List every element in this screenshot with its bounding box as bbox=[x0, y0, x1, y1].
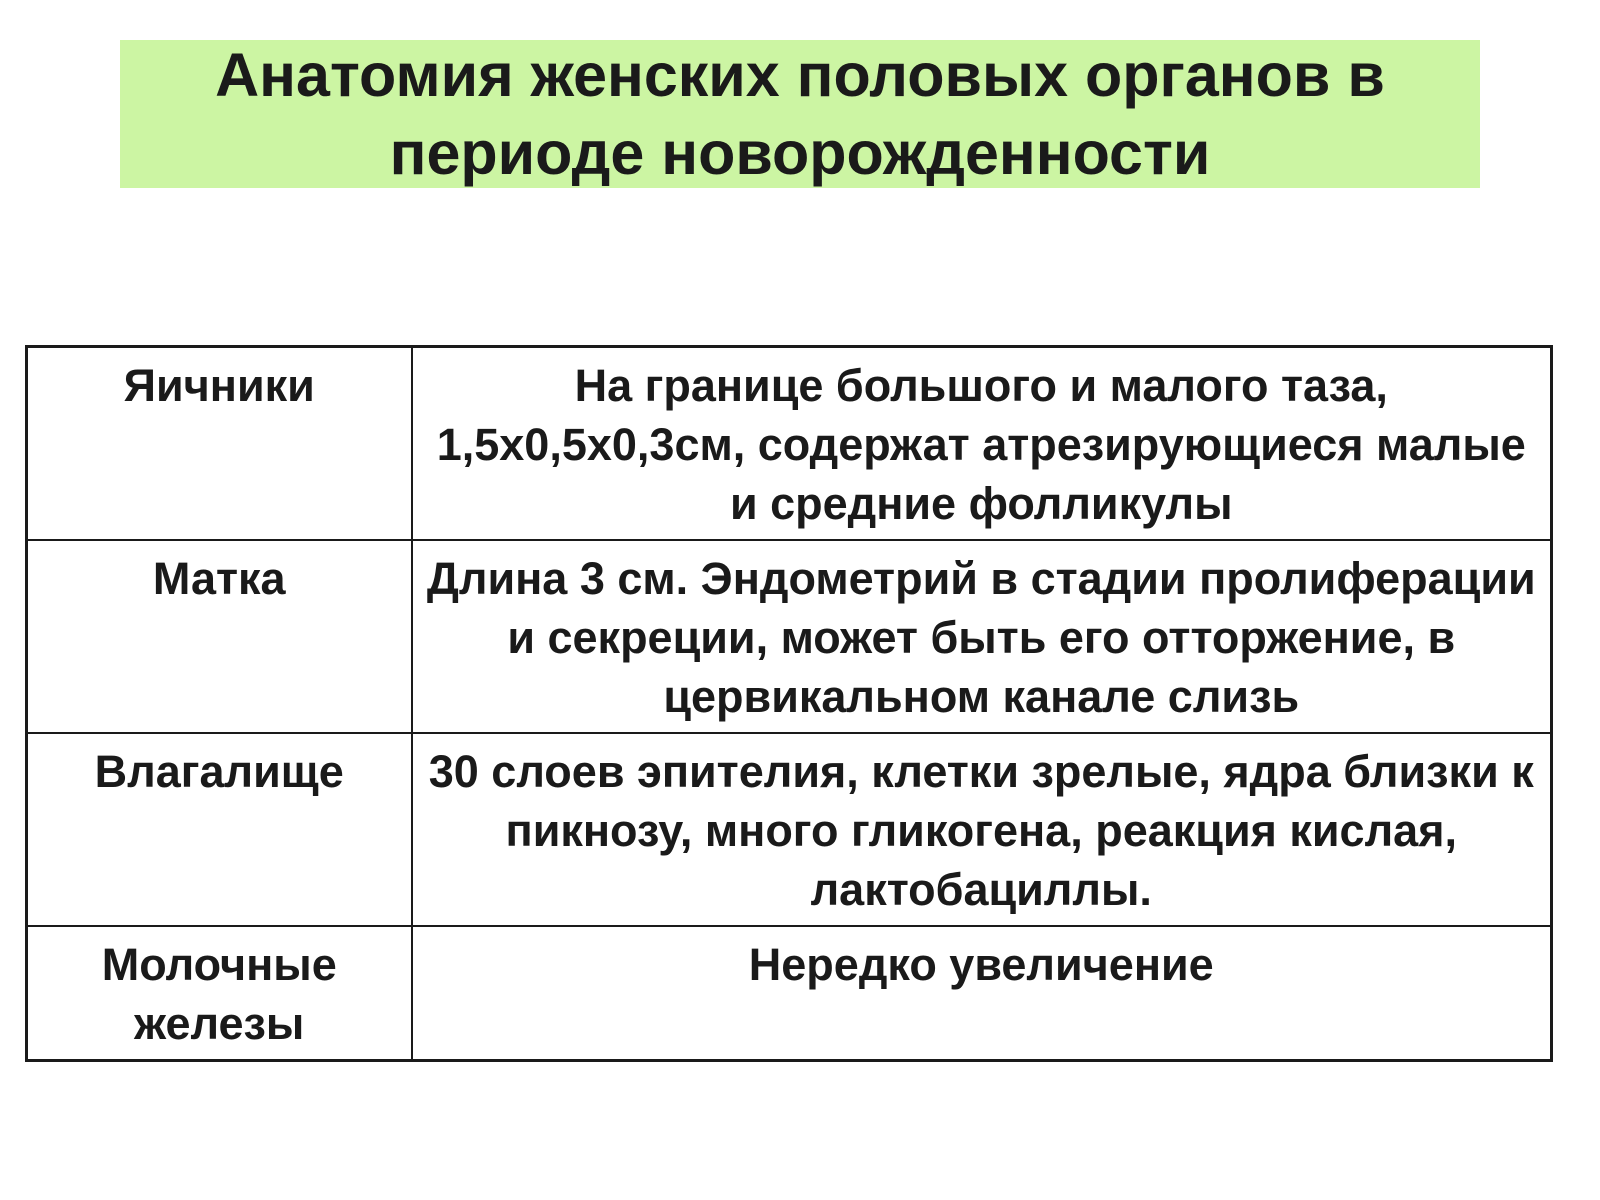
organ-cell: Матка bbox=[27, 540, 412, 733]
description-cell: Нередко увеличение bbox=[412, 926, 1552, 1061]
title-banner bbox=[120, 40, 1480, 188]
organ-cell: Молочные железы bbox=[27, 926, 412, 1061]
anatomy-table bbox=[25, 345, 1553, 1062]
page-title: Анатомия женских половых органов в периоде новорожденности bbox=[215, 41, 1385, 187]
table-row bbox=[27, 540, 1552, 733]
table-row bbox=[27, 733, 1552, 926]
table-row bbox=[27, 926, 1552, 1061]
description-cell: Длина 3 см. Эндометрий в стадии пролиферации и секреции, может быть его отторжение, в цервикальном канале слизь bbox=[412, 540, 1552, 733]
organ-cell: Яичники bbox=[27, 347, 412, 541]
description-cell: На границе большого и малого таза, 1,5х0,5х0,3см, содержат атрезирующиеся малые и средние фолликулы bbox=[412, 347, 1552, 541]
organ-cell: Влагалище bbox=[27, 733, 412, 926]
description-cell: 30 слоев эпителия, клетки зрелые, ядра близки к пикнозу, много гликогена, реакция кислая, лактобациллы. bbox=[412, 733, 1552, 926]
table-row bbox=[27, 347, 1552, 541]
